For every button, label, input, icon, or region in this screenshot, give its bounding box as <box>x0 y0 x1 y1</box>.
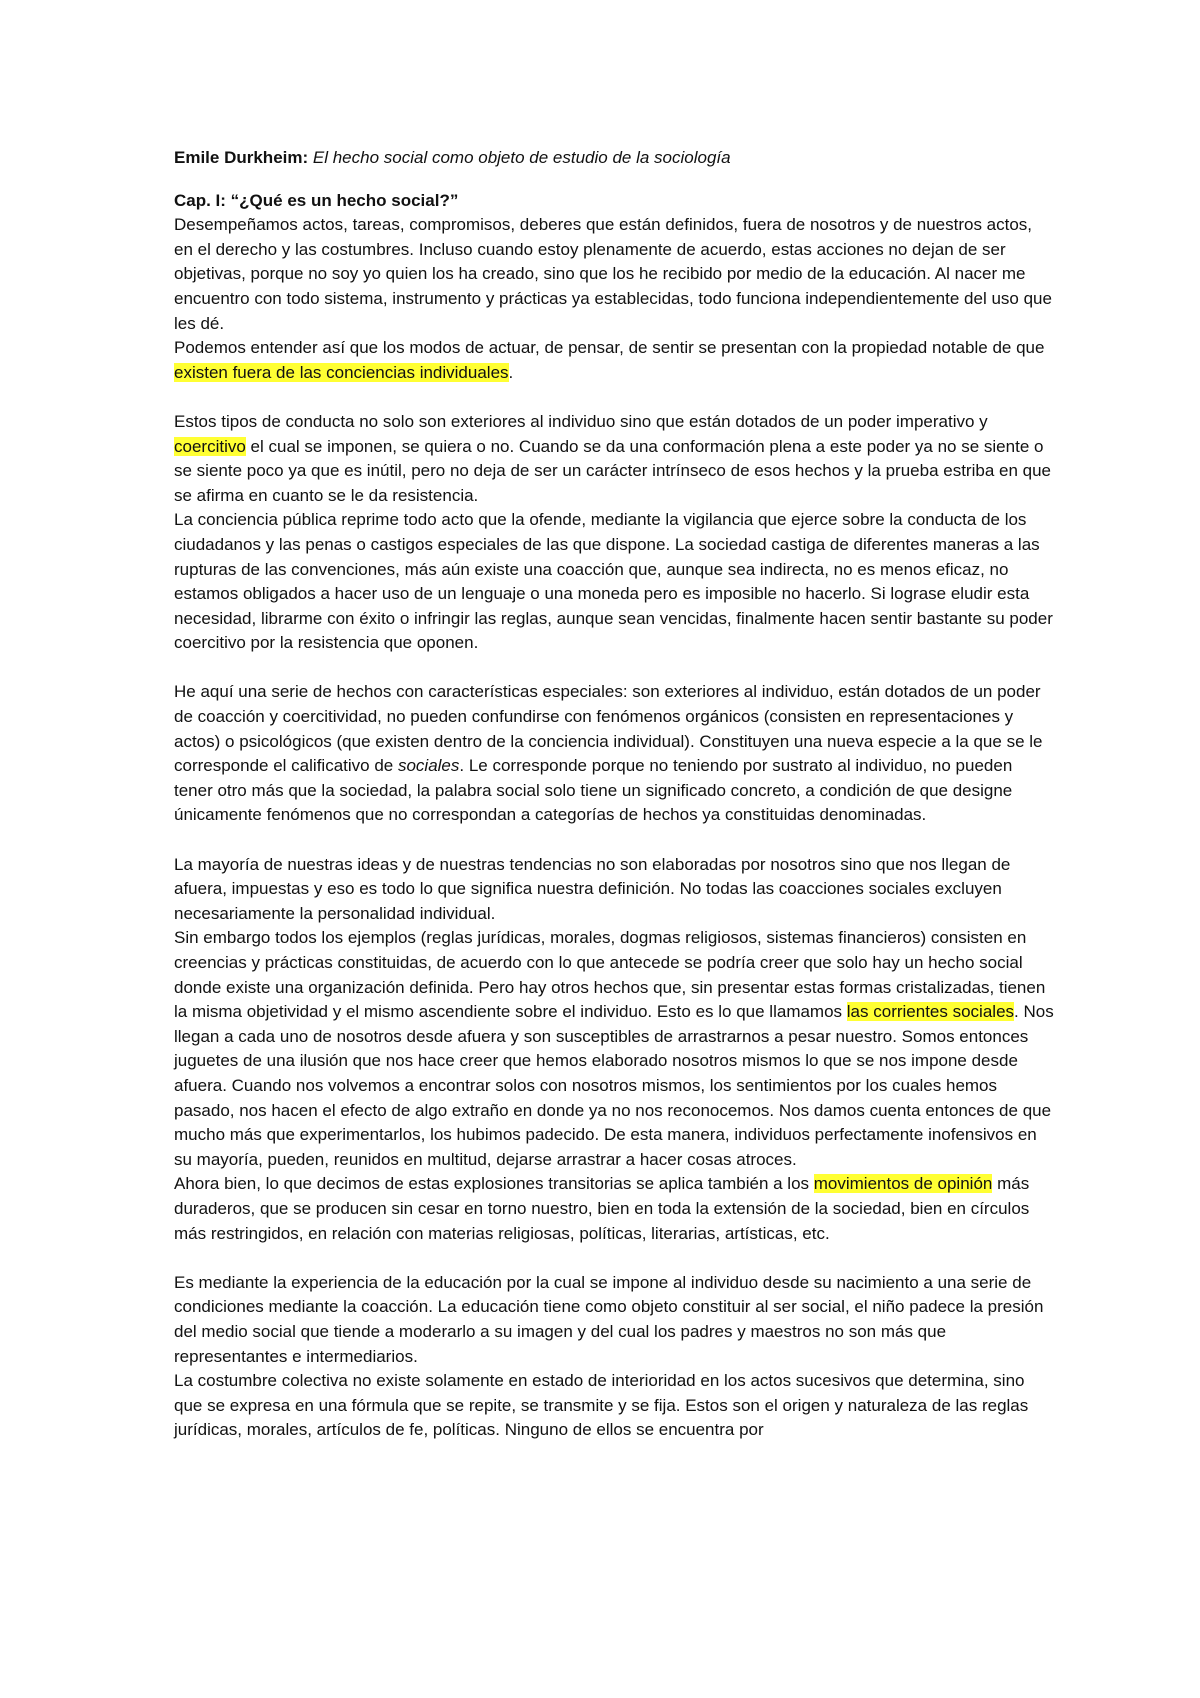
paragraph-4: La conciencia pública reprime todo acto que la ofende, mediante la vigilancia que ejerce sobre la conducta de los ciudadanos y las penas o castigos especiales de las que dispone. La sociedad castiga de diferentes maneras a las rupturas de las convenciones, más aún existe una coacción que, aunque sea indirecta, no es menos eficaz, no estamos obligados a hacer uso de un lenguaje o una moneda pero es imposible no hacerlo. Si lograse eludir esta necesidad, librarme con éxito o infringir las reglas, aunque sean vencidas, finalmente hacen sentir bastante su poder coercitivo por la resistencia que oponen. <box>174 510 1053 653</box>
document-page <box>174 134 1054 1443</box>
document-title <box>174 146 1054 171</box>
highlight-existen-fuera: existen fuera de las conciencias individuales <box>174 362 509 382</box>
paragraph-1: Desempeñamos actos, tareas, compromisos, deberes que están definidos, fuera de nosotros y de nuestros actos, en el derecho y las costumbres. Incluso cuando estoy plenamente de acuerdo, estas acciones no dejan de ser objetivas, porque no soy yo quien los ha creado, sino que los he recibido por medio de la educación. Al nacer me encuentro con todo sistema, instrumento y prácticas ya establecidas, todo funciona independientemente del uso que les dé. <box>174 215 1052 333</box>
paragraph-9: Es mediante la experiencia de la educación por la cual se impone al individuo desde su nacimiento a una serie de condiciones mediante la coacción. La educación tiene como objeto constituir al ser social, el niño padece la presión del medio social que tiende a moderarlo a su imagen y del cual los padres y maestros no son más que representantes e intermediarios. <box>174 1272 1044 1366</box>
paragraph-6: La mayoría de nuestras ideas y de nuestras tendencias no son elaboradas por nosotros sino que nos llegan de afuera, impuestas y eso es todo lo que significa nuestra definición. No todas las coacciones sociales excluyen necesariamente la personalidad individual. <box>174 854 1011 923</box>
paragraph-10: La costumbre colectiva no existe solamente en estado de interioridad en los actos sucesivos que determina, sino que se expresa en una fórmula que se repite, se transmite y se fija. Estos son el origen y naturaleza de las reglas jurídicas, morales, artículos de fe, políticas. Ninguno de ellos se encuentra por <box>174 1371 1029 1440</box>
paragraph-7: Sin embargo todos los ejemplos (reglas jurídicas, morales, dogmas religiosos, sistemas financieros) consisten en creencias y prácticas constituidas, de acuerdo con lo que antecede se podría creer que solo hay un hecho social donde existe una organización definida. Pero hay otros hechos que, sin presentar estas formas cristalizadas, tienen la misma objetividad y el mismo ascendiente sobre el individuo. Esto es lo que llamamos las corrientes sociales. Nos llegan a cada uno de nosotros desde afuera y son susceptibles de arrastrarnos a pesar nuestro. Somos entonces juguetes de una ilusión que nos hace creer que hemos elaborado nosotros mismos lo que se nos impone desde afuera. Cuando nos volvemos a encontrar solos con nosotros mismos, los sentimientos por los cuales hemos pasado, nos hacen el efecto de algo extraño en donde ya no nos reconocemos. Nos damos cuenta entonces de que mucho más que experimentarlos, los hubimos padecido. De esta manera, individuos perfectamente inofensivos en su mayoría, pueden, reunidos en multitud, dejarse arrastrar a hacer cosas atroces. <box>174 928 1054 1169</box>
paragraph-5: He aquí una serie de hechos con características especiales: son exteriores al individuo, están dotados de un poder de coacción y coercitividad, no pueden confundirse con fenómenos orgánicos (consisten en representaciones y actos) o psicológicos (que existen dentro de la conciencia individual). Constituyen una nueva especie a la que se le corresponde el calificativo de sociales. Le corresponde porque no teniendo por sustrato al individuo, no pueden tener otro más que la sociedad, la palabra social solo tiene un significado concreto, a condición de que designe únicamente fenómenos que no correspondan a categorías de hechos ya constituidas denominadas. <box>174 682 1043 825</box>
chapter-heading: Cap. I: “¿Qué es un hecho social?” <box>174 190 459 210</box>
paragraph-2: Podemos entender así que los modos de actuar, de pensar, de sentir se presentan con la propiedad notable de que existen fuera de las conciencias individuales. <box>174 338 1045 382</box>
paragraph-8: Ahora bien, lo que decimos de estas explosiones transitorias se aplica también a los movimientos de opinión más duraderos, que se producen sin cesar en torno nuestro, bien en toda la extensión de la sociedad, bien en círculos más restringidos, en relación con materias religiosas, políticas, literarias, artísticas, etc. <box>174 1174 1030 1243</box>
highlight-corrientes-sociales: las corrientes sociales <box>846 1002 1015 1022</box>
highlight-coercitivo: coercitivo <box>174 436 246 456</box>
title-author: Emile Durkheim: <box>174 148 309 167</box>
emphasis-sociales: sociales <box>397 756 460 776</box>
paragraph-3: Estos tipos de conducta no solo son exteriores al individuo sino que están dotados de un poder imperativo y coercitivo el cual se imponen, se quiera o no. Cuando se da una conformación plena a este poder ya no se siente o se siente poco ya que es inútil, pero no deja de ser un carácter intrínseco de esos hechos y la prueba estriba en que se afirma en cuanto se le da resistencia. <box>174 411 1051 505</box>
title-work: El hecho social como objeto de estudio de la sociología <box>312 148 731 167</box>
highlight-movimientos-opinion: movimientos de opinión <box>813 1174 993 1194</box>
